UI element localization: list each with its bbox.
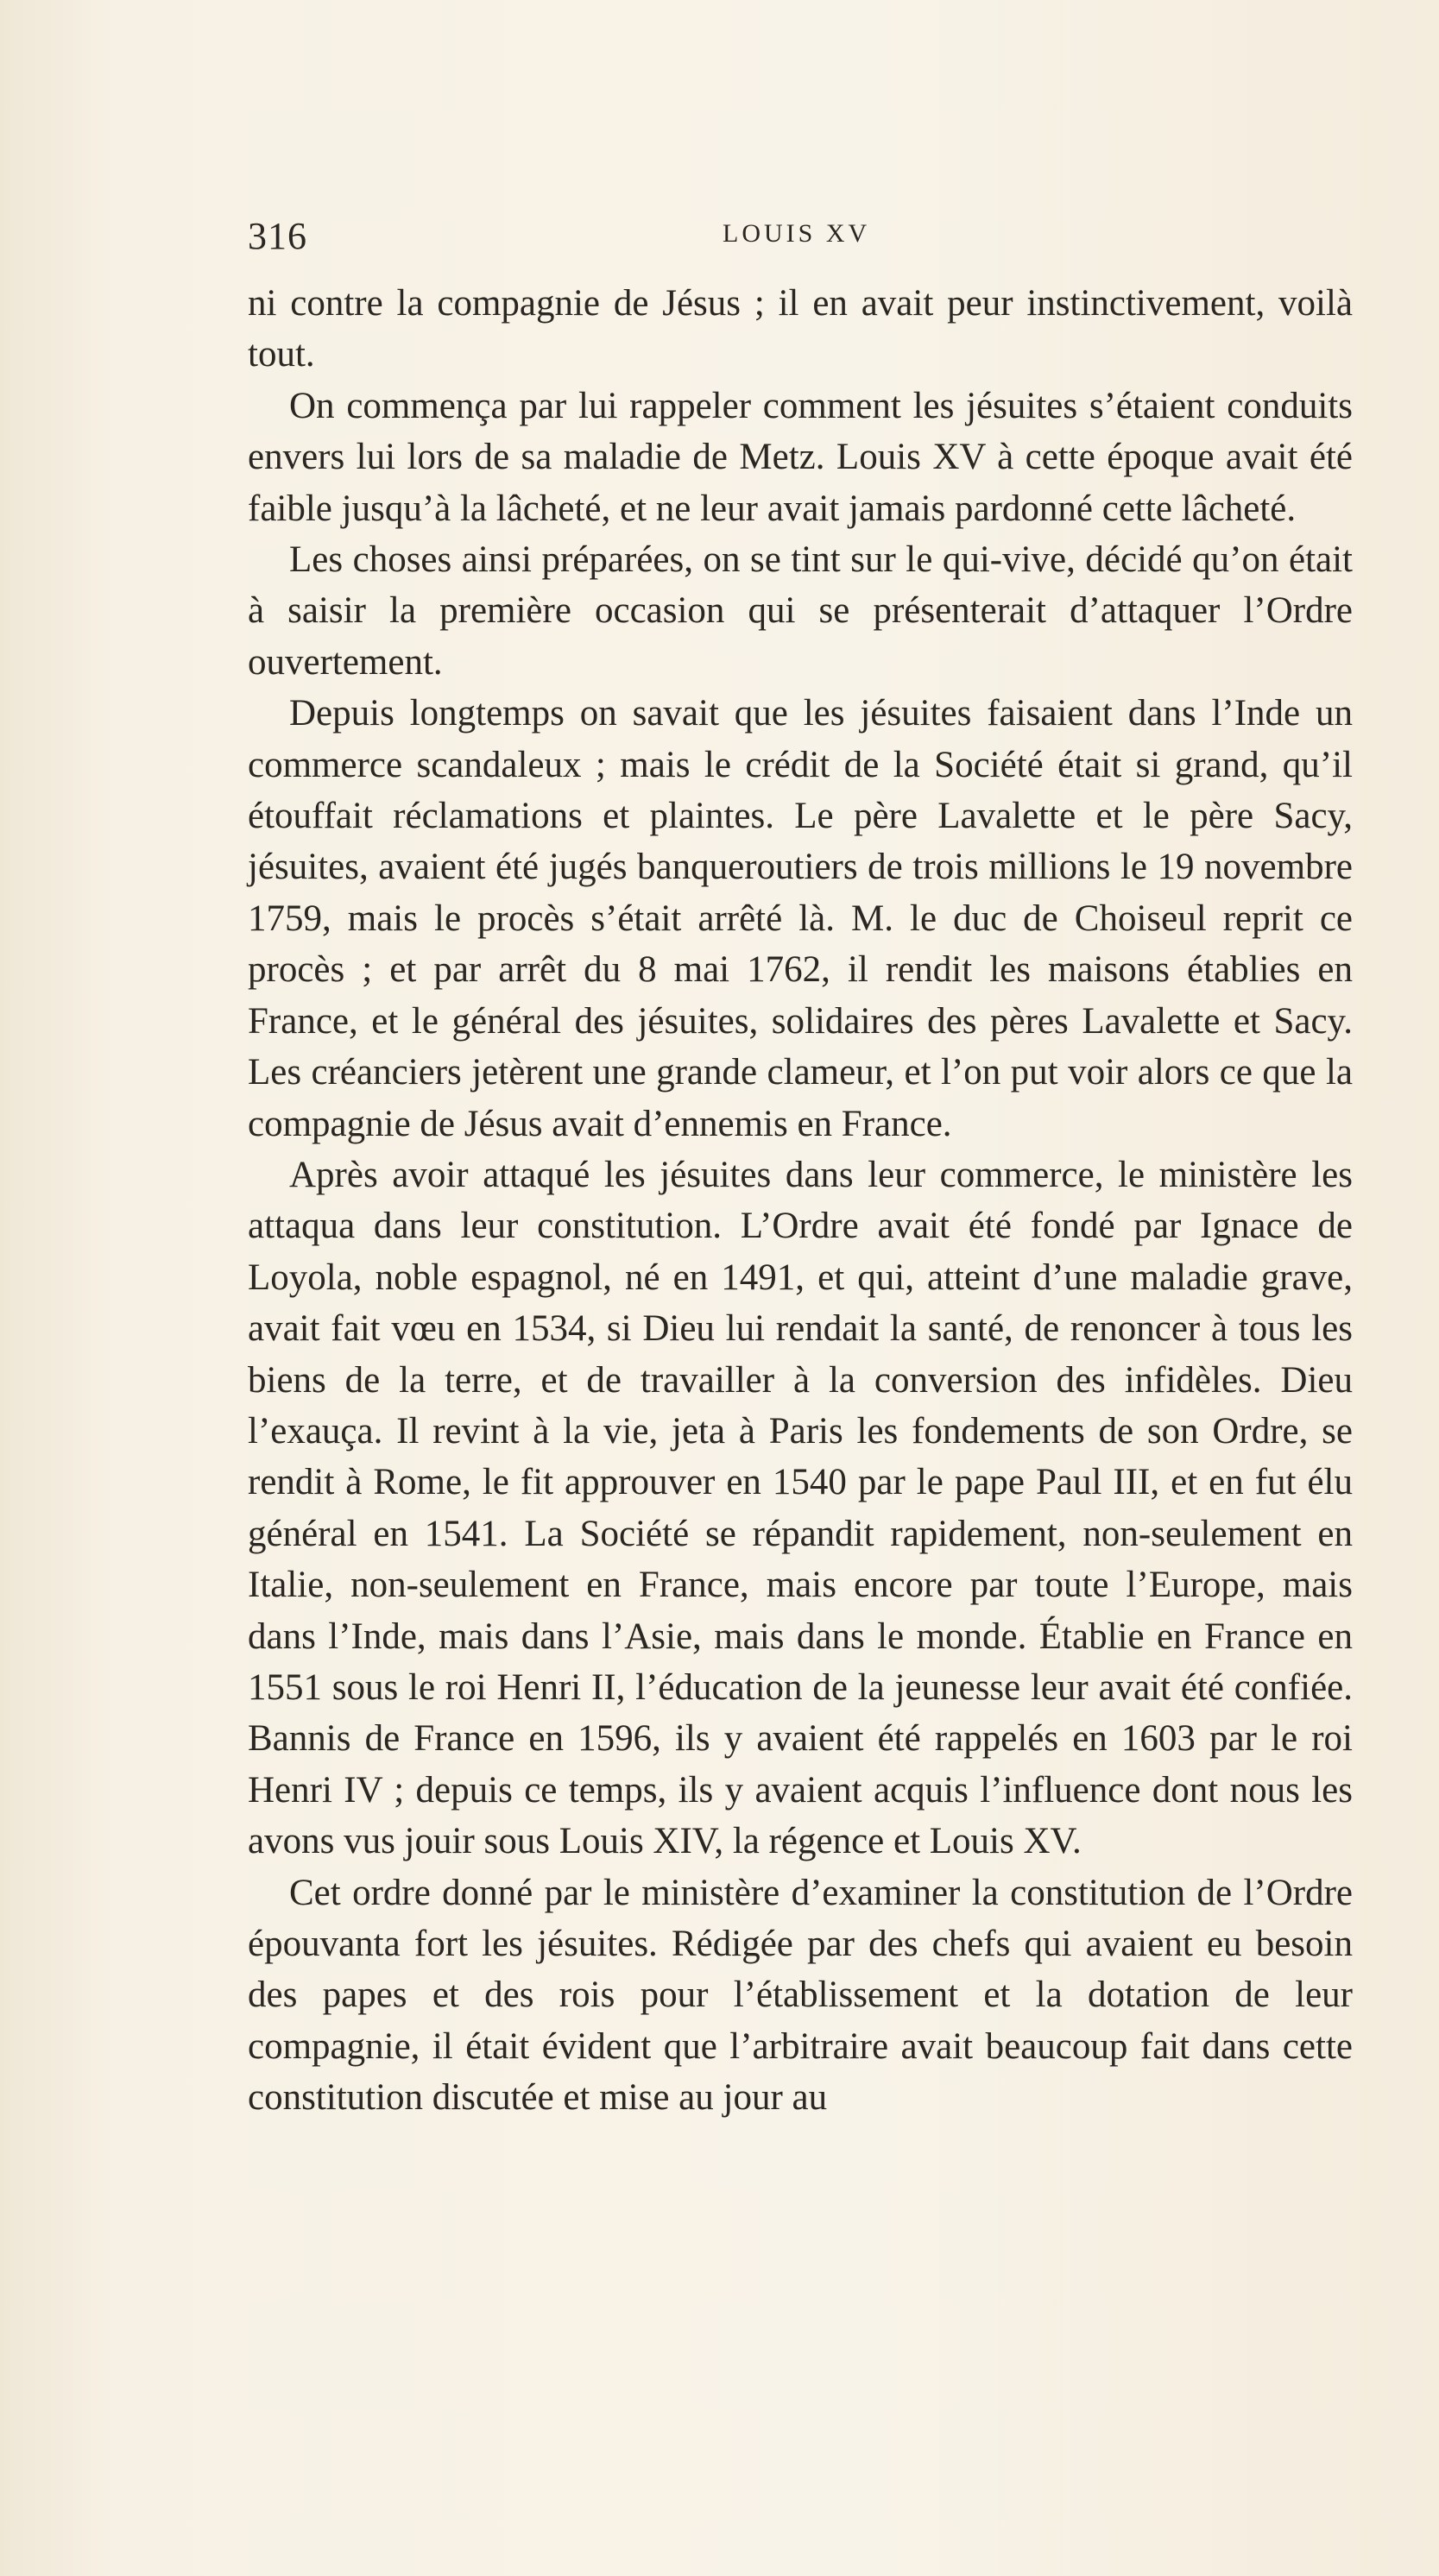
body-text xyxy=(248,278,1353,2124)
paragraph: Depuis longtemps on savait que les jésuites faisaient dans l’Inde un commerce scandaleux ; mais le crédit de la Société était si grand, qu’il étouffait réclamations et plaintes. Le père Lavalette et le père Sacy, jésuites, avaient été jugés banqueroutiers de trois millions le 19 novembre 1759, mais le procès s’était arrêté là. M. le duc de Choiseul reprit ce procès ; et par arrêt du 8 mai 1762, il rendit les maisons établies en France, et le général des jésuites, solidaires des pères Lavalette et Sacy. Les créanciers jetèrent une grande clameur, et l’on put voir alors ce que la compagnie de Jésus avait d’ennemis en France. xyxy=(248,693,1353,1144)
page-number: 316 xyxy=(248,215,307,257)
page-header xyxy=(248,214,1353,257)
paragraph: Les choses ainsi préparées, on se tint sur le qui-vive, décidé qu’on était à saisir la première occasion qui se présenterait d’attaquer l’Ordre ouvertement. xyxy=(248,539,1353,683)
paragraph: Après avoir attaqué les jésuites dans leur commerce, le ministère les attaqua dans leur constitution. L’Ordre avait été fondé par Ignace de Loyola, noble espagnol, né en 1491, et qui, atteint d’une maladie grave, avait fait vœu en 1534, si Dieu lui rendait la santé, de renoncer à tous les biens de la terre, et de travailler à la conversion des infidèles. Dieu l’exauça. Il revint à la vie, jeta à Paris les fondements de son Ordre, se rendit à Rome, le fit approuver en 1540 par le pape Paul III, et en fut élu général en 1541. La Société se répandit rapidement, non-seulement en Italie, non-seulement en France, mais encore par toute l’Europe, mais dans l’Inde, mais dans l’Asie, mais dans le monde. Établie en France en 1551 sous le roi Henri II, l’éducation de la jeunesse leur avait été confiée. Bannis de France en 1596, ils y avaient été rappelés en 1603 par le roi Henri IV ; depuis ce temps, ils y avaient acquis l’influence dont nous les avons vus jouir sous Louis XIV, la régence et Louis XV. xyxy=(248,1154,1353,1862)
paragraph: On commença par lui rappeler comment les jésuites s’étaient conduits envers lui lors de sa maladie de Metz. Louis XV à cette époque avait été faible jusqu’à la lâcheté, et ne leur avait jamais pardonné cette lâcheté. xyxy=(248,385,1353,529)
running-title: LOUIS XV xyxy=(723,219,871,248)
paragraph-continued: ni contre la compagnie de Jésus ; il en avait peur instinctivement, voilà tout. xyxy=(248,283,1353,375)
paragraph: Cet ordre donné par le ministère d’examiner la constitution de l’Ordre épouvanta fort les jésuites. Rédigée par des chefs qui avaient eu besoin des papes et des rois pour l’établissement et la dotation de leur compagnie, il était évident que l’arbitraire avait beaucoup fait dans cette constitution discutée et mise au jour au xyxy=(248,1872,1353,2119)
